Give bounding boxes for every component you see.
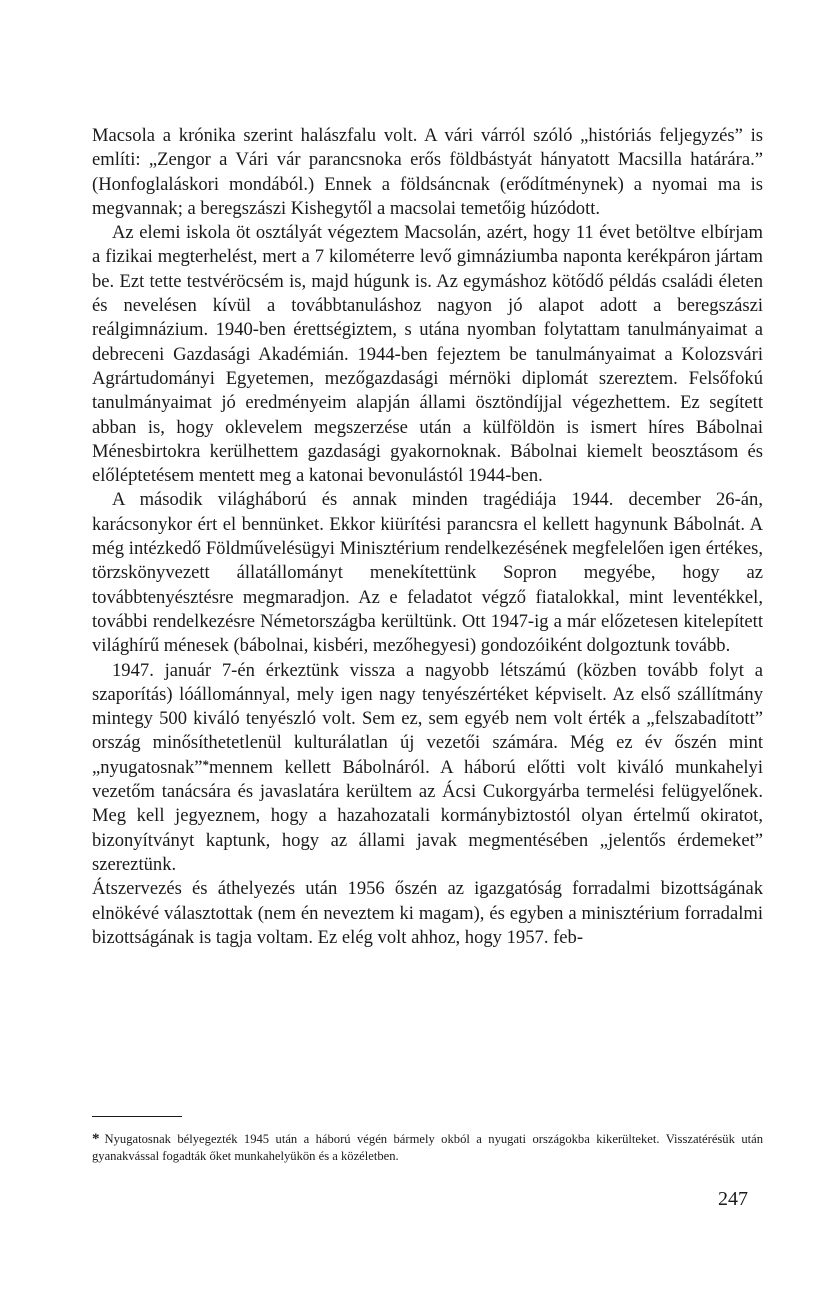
paragraph-1947 — [92, 659, 763, 878]
paragraph-1947-part2: mennem kellett Bábolnáról. A háború előtti volt kiváló munkahelyi vezetőm tanácsára és javaslatára kerültem az Ácsi Cukorgyárba termelési felügyelőnek. Meg kell jegyeznem, hogy a hazahozatali kormánybiztostól olyan értelmű okiratot, bizonyítványt kaptunk, hogy az állami javak megmentésében „jelentős érdemeket” szereztünk. — [92, 756, 763, 875]
paragraph-1956: Átszervezés és áthelyezés után 1956 őszén az igazgatóság forradalmi bizottságának elnökévé választottak (nem én neveztem ki magam), és egyben a minisztérium forradalmi bizottságának is tagja voltam. Ez elég volt ahhoz, hogy 1957. feb- — [92, 878, 763, 948]
paragraph-1947-part1: 1947. január 7-én érkeztünk vissza a nagyobb létszámú (közben tovább folyt a szaporítás) lóállománnyal, mely igen nagy tenyészértéket képviselt. Az első szállítmány mintegy 500 kiváló tenyészló volt. Sem ez, sem egyéb nem volt érték a „felszabadított” ország minősíthetetlenül kulturálatlan új vezetői számára. Még ez év őszén mint „nyugatosnak” — [92, 659, 763, 778]
footnote — [92, 1131, 763, 1164]
paragraph-education: Az elemi iskola öt osztályát végeztem Macsolán, azért, hogy 11 évet betöltve elbírjam a fizikai megterhelést, mert a 7 kilométerre levő gimnáziumba naponta kerékpáron jártam be. Ezt tette testvéröcsém is, majd húgunk is. Az egymáshoz kötődő példás családi életen és nevelésen kívül a továbbtanuláshoz nagyon jó alapot adott a beregszászi reálgimnázium. 1940-ben érettségiztem, s utána nyomban folytattam tanulmányaimat a debreceni Gazdasági Akadémián. 1944-ben fejeztem be tanulmányaimat a Kolozsvári Agrártudományi Egyetemen, mezőgazdasági mérnöki diplomát szereztem. Felsőfokú tanulmányaimat jó eredményeim alapján állami ösztöndíjjal végezhettem. Ez segített abban is, hogy oklevelem megszerzése után a külföldön is ismert híres Bábolnai Ménesbirtokra kerülhettem gazdasági gyakornoknak. Bábolnai kiemelt beosztásom és előléptetésem mentett meg a katonai bevonulástól 1944-ben. — [92, 222, 763, 487]
footnote-reference-mark: * — [202, 756, 209, 772]
page-number: 247 — [718, 1188, 748, 1210]
footnote-mark: * — [92, 1131, 100, 1147]
paragraph-world-war: A második világháború és annak minden tragédiája 1944. december 26-án, karácsonykor ért el bennünket. Ekkor kiürítési parancsra el kellett hagynunk Bábolnát. A még intézkedő Földművelésügyi Minisztérium rendelkezésének megfelelően igen értékes, törzskönyvezett állatállományt menekítettünk Sopron megyébe, hogy az továbbtenyésztésre megmaradjon. Az e feladatot végző fiatalokkal, mint leventékkel, további rendelkezésre Németországba kerültünk. Ott 1947-ig a már előzetesen kitelepített világhírű ménesek (bábolnai, kisbéri, mezőhegyesi) gondozóiként dolgoztunk tovább. — [92, 489, 763, 657]
body-text — [92, 124, 763, 950]
footnote-divider — [92, 1116, 182, 1117]
footnote-text: Nyugatosnak bélyegezték 1945 után a háború végén bármely okból a nyugati országokba kikerülteket. Visszatérésük után gyanakvással fogadták őket munkahelyükön és a közéletben. — [92, 1132, 763, 1163]
paragraph-macsola: Macsola a krónika szerint halászfalu volt. A vári várról szóló „históriás feljegyzés” is említi: „Zengor a Vári vár parancsnoka erős földbástyát hányatott Macsilla határára.” (Honfoglaláskori mondából.) Ennek a földsáncnak (erődítménynek) a nyomai ma is megvannak; a beregszászi Kishegytől a macsolai temetőig húzódott. — [92, 125, 763, 219]
